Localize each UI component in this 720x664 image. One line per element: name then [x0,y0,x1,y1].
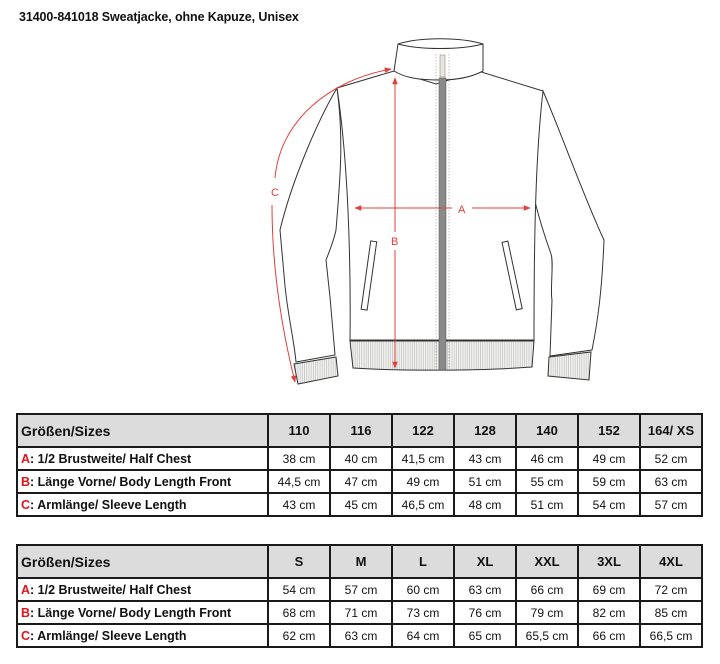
row-label [17,578,268,601]
row-label-text: : Armlänge/ Sleeve Length [30,497,187,512]
row-label-text: : Armlänge/ Sleeve Length [30,628,187,643]
cell: 54 cm [268,578,330,601]
header-size: 3XL [578,545,640,578]
cell: 38 cm [268,447,330,470]
cell: 63 cm [454,578,516,601]
jacket-technical-drawing [260,28,620,400]
header-size: S [268,545,330,578]
key-letter: B [21,605,31,620]
key-letter: C [21,628,31,643]
cell: 60 cm [392,578,454,601]
cell: 64 cm [392,624,454,647]
header-size: M [330,545,392,578]
row-label [17,493,268,516]
key-letter: C [21,497,31,512]
cell: 63 cm [330,624,392,647]
right-cuff [548,352,591,380]
cell: 46,5 cm [392,493,454,516]
header-size: XXL [516,545,578,578]
cell: 71 cm [330,601,392,624]
cell: 49 cm [578,447,640,470]
header-size: 122 [392,414,454,447]
cell: 62 cm [268,624,330,647]
table-row [17,624,702,647]
header-size: 110 [268,414,330,447]
cell: 41,5 cm [392,447,454,470]
table-row [17,601,702,624]
cell: 69 cm [578,578,640,601]
cell: 57 cm [640,493,702,516]
header-size: XL [454,545,516,578]
cell: 45 cm [330,493,392,516]
header-size: 116 [330,414,392,447]
cell: 68 cm [268,601,330,624]
cell: 65 cm [454,624,516,647]
header-size: 152 [578,414,640,447]
row-label [17,601,268,624]
key-letter: B [21,474,31,489]
label-c: C [271,187,279,199]
cell: 82 cm [578,601,640,624]
table-header-row [17,545,702,578]
size-table-kids [16,413,703,517]
key-letter: A [21,582,31,597]
cell: 73 cm [392,601,454,624]
cell: 43 cm [268,493,330,516]
cell: 47 cm [330,470,392,493]
cell: 63 cm [640,470,702,493]
table-row [17,493,702,516]
cell: 59 cm [578,470,640,493]
cell: 76 cm [454,601,516,624]
table-row [17,470,702,493]
header-size: 164/ XS [640,414,702,447]
row-label-text: : 1/2 Brustweite/ Half Chest [30,582,192,597]
cell: 49 cm [392,470,454,493]
header-size: 4XL [640,545,702,578]
cell: 55 cm [516,470,578,493]
cell: 46 cm [516,447,578,470]
cell: 44,5 cm [268,470,330,493]
cell: 43 cm [454,447,516,470]
cell: 48 cm [454,493,516,516]
cell: 40 cm [330,447,392,470]
header-sizes: Größen/Sizes [17,414,268,447]
header-size: 140 [516,414,578,447]
row-label [17,624,268,647]
label-b: B [391,236,399,248]
cell: 66 cm [578,624,640,647]
table-row [17,447,702,470]
cell: 65,5 cm [516,624,578,647]
cell: 72 cm [640,578,702,601]
row-label-text: : 1/2 Brustweite/ Half Chest [30,451,192,466]
row-label [17,470,268,493]
cell: 52 cm [640,447,702,470]
row-label-text: : Länge Vorne/ Body Length Front [30,605,232,620]
row-label [17,447,268,470]
page-title: 31400-841018 Sweatjacke, ohne Kapuze, Unisex [19,10,299,24]
size-table-adults [16,544,703,648]
cell: 51 cm [516,493,578,516]
cell: 66 cm [516,578,578,601]
header-sizes: Größen/Sizes [17,545,268,578]
header-size: 128 [454,414,516,447]
cell: 85 cm [640,601,702,624]
header-size: L [392,545,454,578]
row-label-text: : Länge Vorne/ Body Length Front [30,474,232,489]
cell: 66,5 cm [640,624,702,647]
key-letter: A [21,451,31,466]
cell: 51 cm [454,470,516,493]
cell: 57 cm [330,578,392,601]
cell: 54 cm [578,493,640,516]
cell: 79 cm [516,601,578,624]
table-row [17,578,702,601]
table-header-row [17,414,702,447]
label-a: A [458,204,466,216]
